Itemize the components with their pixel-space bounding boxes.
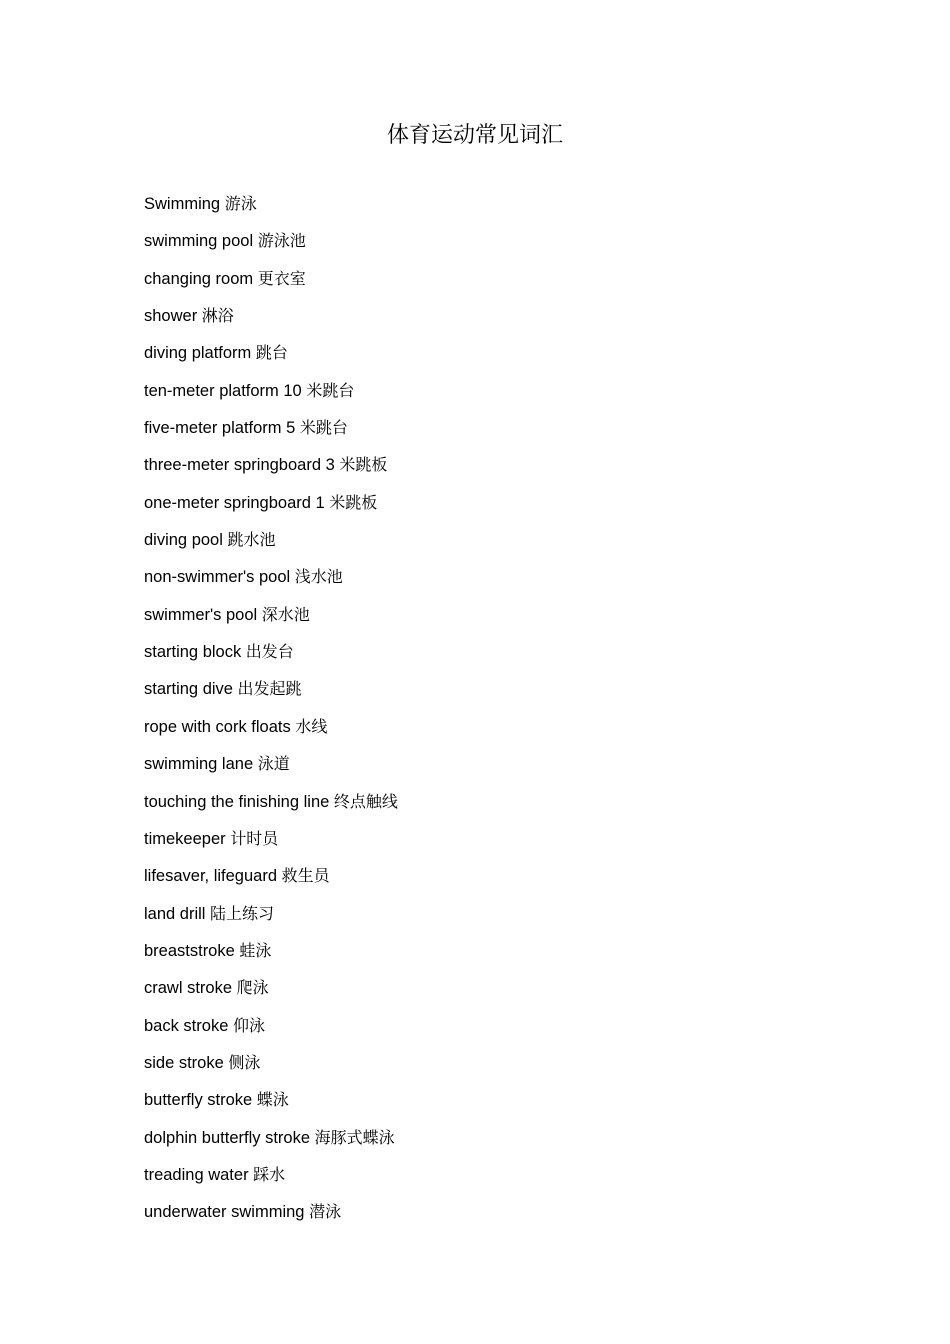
vocab-chinese-term: 游泳 (224, 194, 257, 213)
vocab-english-term: touching the finishing line (144, 792, 334, 811)
vocab-english-term: swimming pool (144, 232, 258, 251)
vocab-item (144, 1198, 398, 1235)
vocab-english-term: swimmer's pool (144, 605, 262, 624)
vocab-english-term: diving pool (144, 531, 228, 550)
vocab-item (144, 489, 398, 526)
vocab-english-term: five-meter platform 5 (144, 419, 300, 438)
vocab-english-term: three-meter springboard 3 (144, 456, 340, 475)
vocab-item (144, 862, 398, 899)
vocab-english-term: one-meter springboard 1 (144, 493, 330, 512)
vocab-english-term: lifesaver, lifeguard (144, 867, 282, 886)
vocab-chinese-term: 游泳池 (257, 231, 306, 251)
vocab-chinese-term: 潜泳 (309, 1202, 342, 1222)
vocab-item (144, 900, 398, 937)
vocab-chinese-term: 陆上练习 (210, 903, 275, 923)
vocab-chinese-term: 计时员 (230, 828, 279, 848)
vocab-item (144, 675, 398, 712)
vocab-item (144, 377, 398, 414)
vocab-item (144, 825, 398, 862)
vocab-item (144, 451, 398, 488)
vocab-chinese-term: 淋浴 (201, 306, 234, 326)
vocab-chinese-term: 救生员 (281, 866, 330, 886)
vocab-item (144, 302, 398, 339)
vocab-item (144, 227, 398, 264)
vocab-chinese-term: 跳水池 (227, 530, 276, 550)
vocab-item (144, 1049, 398, 1086)
vocab-chinese-term: 米跳台 (299, 418, 348, 438)
vocab-item (144, 638, 398, 675)
vocab-item (144, 1086, 398, 1123)
vocab-chinese-term: 米跳台 (306, 380, 355, 400)
vocab-english-term: ten-meter platform 10 (144, 381, 307, 400)
vocab-english-term: side stroke (144, 1053, 229, 1072)
vocab-chinese-term: 更衣室 (257, 268, 306, 288)
vocab-english-term: underwater swimming (144, 1203, 310, 1222)
vocab-english-term: timekeeper (144, 829, 231, 848)
vocab-english-term: breaststroke (144, 941, 240, 960)
vocab-item (144, 937, 398, 974)
vocab-item (144, 788, 398, 825)
vocab-english-term: swimming lane (144, 755, 258, 774)
vocab-item (144, 1012, 398, 1049)
page-title: 体育运动常见词汇 (386, 123, 563, 148)
vocab-item (144, 265, 398, 302)
vocab-item (144, 750, 398, 787)
vocab-english-term: starting dive (144, 680, 238, 699)
vocab-chinese-term: 水线 (295, 716, 328, 736)
vocab-english-term: changing room (144, 269, 258, 288)
vocab-chinese-term: 跳台 (255, 343, 288, 363)
vocab-chinese-term: 出发起跳 (237, 679, 302, 699)
vocab-english-term: non-swimmer's pool (144, 568, 295, 587)
vocabulary-list (144, 190, 398, 1236)
vocab-chinese-term: 米跳板 (329, 492, 378, 512)
vocab-chinese-term: 蛙泳 (239, 940, 272, 960)
vocab-english-term: rope with cork floats (144, 717, 296, 736)
vocab-chinese-term: 仰泳 (232, 1015, 265, 1035)
vocab-item (144, 974, 398, 1011)
vocab-english-term: back stroke (144, 1016, 233, 1035)
vocab-chinese-term: 终点触线 (333, 791, 398, 811)
vocab-item (144, 1161, 398, 1198)
vocab-chinese-term: 爬泳 (236, 978, 269, 998)
vocab-english-term: land drill (144, 904, 211, 923)
vocab-item (144, 339, 398, 376)
vocab-english-term: shower (144, 307, 202, 326)
vocab-chinese-term: 蝶泳 (256, 1090, 289, 1110)
vocab-item (144, 526, 398, 563)
vocab-chinese-term: 泳道 (257, 754, 290, 774)
vocab-english-term: butterfly stroke (144, 1091, 257, 1110)
vocab-item (144, 713, 398, 750)
vocab-chinese-term: 出发台 (245, 642, 294, 662)
vocab-chinese-term: 深水池 (261, 604, 310, 624)
vocab-chinese-term: 侧泳 (228, 1052, 261, 1072)
vocab-english-term: diving platform (144, 344, 256, 363)
vocab-english-term: dolphin butterfly stroke (144, 1128, 315, 1147)
vocab-item (144, 601, 398, 638)
vocab-english-term: Swimming (144, 195, 225, 213)
vocab-item (144, 190, 398, 227)
vocab-item (144, 563, 398, 600)
vocab-chinese-term: 海豚式蝶泳 (314, 1127, 395, 1147)
vocab-item (144, 1124, 398, 1161)
vocab-english-term: treading water (144, 1165, 254, 1184)
vocab-item (144, 414, 398, 451)
vocab-chinese-term: 米跳板 (339, 455, 388, 475)
vocab-chinese-term: 浅水池 (294, 567, 343, 587)
vocab-chinese-term: 踩水 (253, 1164, 286, 1184)
vocab-english-term: starting block (144, 643, 246, 662)
vocab-english-term: crawl stroke (144, 979, 237, 998)
